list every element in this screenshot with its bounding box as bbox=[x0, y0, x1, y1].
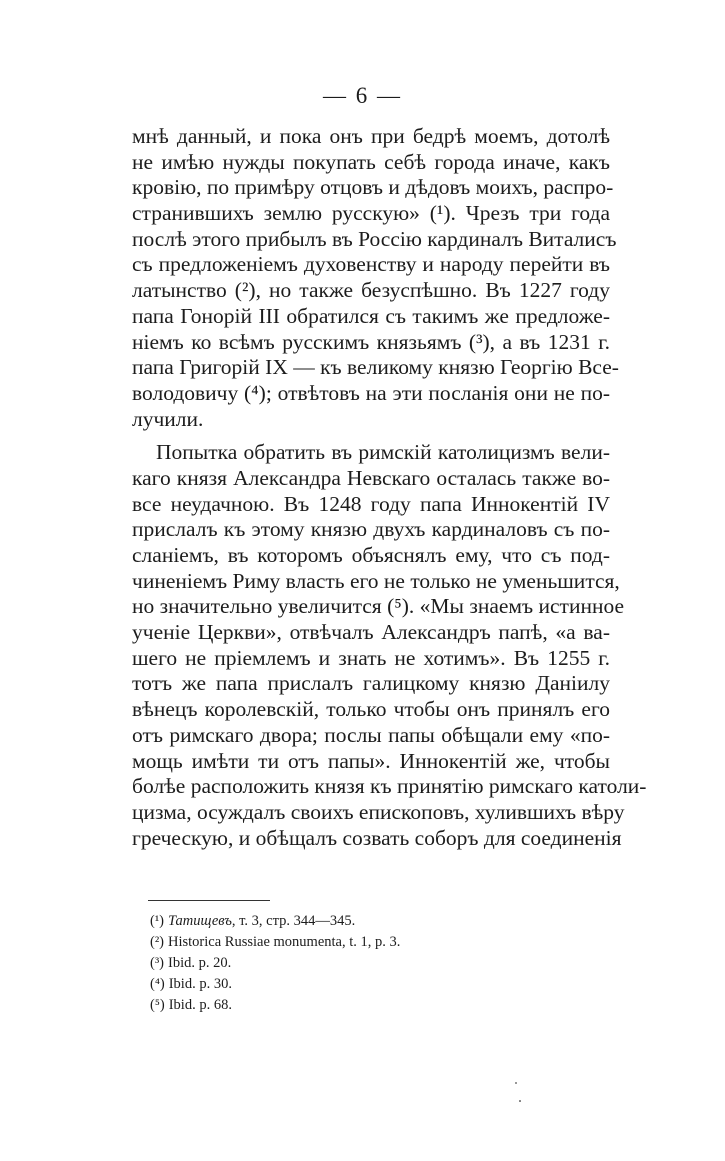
text-line: каго князя Александра Невскаго осталась также во- bbox=[132, 465, 610, 490]
footnote-text: Historica Russiae monumenta, t. 1, p. 3. bbox=[168, 934, 401, 950]
text-line: папа Григорій IX — къ великому князю Георгію Все- bbox=[132, 355, 619, 380]
footnote-text: , т. 3, стр. 344—345. bbox=[231, 913, 356, 929]
footnote-mark: (⁴) bbox=[150, 976, 165, 992]
paragraph-gap bbox=[132, 432, 610, 440]
text-line: цизма, осуждалъ своихъ епископовъ, хулившихъ вѣру bbox=[132, 799, 625, 824]
text-line: не имѣю нужды покупать себѣ города иначе, какъ bbox=[132, 149, 610, 174]
paper-speck bbox=[519, 1100, 521, 1102]
footnote bbox=[150, 974, 400, 995]
text-line: ніемъ ко всѣмъ русскимъ князьямъ (³), а въ 1231 г. bbox=[132, 329, 610, 354]
text-line: болѣе расположить князя къ принятію римскаго католи- bbox=[132, 774, 647, 799]
text-line: мощь имѣти ти отъ папы». Иннокентій же, чтобы bbox=[132, 748, 610, 773]
text-line: шего не пріемлемъ и знать не хотимъ». Въ 1255 г. bbox=[132, 645, 610, 670]
text-line: греческую, и обѣщалъ созвать соборъ для соединенія bbox=[132, 825, 622, 850]
footnotes bbox=[150, 911, 400, 1016]
footnote bbox=[150, 995, 400, 1016]
text-line: чиненіемъ Риму власть его не только не уменьшится, bbox=[132, 568, 620, 593]
text-line: Попытка обратить въ римскій католицизмъ вели- bbox=[156, 440, 610, 465]
text-line: кровію, по примѣру отцовъ и дѣдовъ моихъ, распро- bbox=[132, 175, 614, 200]
footnote-author: Татищевъ bbox=[168, 913, 232, 929]
text-line: мнѣ данный, и пока онъ при бедрѣ моемъ, дотолѣ bbox=[132, 124, 610, 148]
footnote-mark: (¹) bbox=[150, 913, 165, 929]
footnote-divider bbox=[148, 900, 270, 901]
footnote-text: Ibid. p. 68. bbox=[168, 997, 232, 1013]
text-line: съ предложеніемъ духовенству и народу перейти въ bbox=[132, 252, 610, 277]
text-line: лучили. bbox=[132, 406, 204, 431]
footnote-mark: (⁵) bbox=[150, 997, 165, 1013]
footnote-text: Ibid. p. 30. bbox=[168, 976, 232, 992]
text-line: сланіемъ, въ которомъ объяснялъ ему, что съ под- bbox=[132, 543, 610, 567]
text-line: послѣ этого прибылъ въ Россію кардиналъ Виталисъ bbox=[132, 226, 617, 251]
text-line: отъ римскаго двора; послы папы обѣщали ему «по- bbox=[132, 722, 610, 747]
text-line: володовичу (⁴); отвѣтовъ на эти посланія они не по- bbox=[132, 380, 610, 405]
footnote-text: Ibid. p. 20. bbox=[168, 955, 232, 971]
footnote-mark: (³) bbox=[150, 955, 165, 971]
text-line: тотъ же папа прислалъ галицкому князю Даніилу bbox=[132, 671, 610, 696]
paper-speck bbox=[515, 1082, 517, 1084]
text-line: странившихъ землю русскую» (¹). Чрезъ три года bbox=[132, 201, 610, 226]
page-number: — 6 — bbox=[323, 83, 402, 108]
footnote bbox=[150, 911, 400, 932]
footnote bbox=[150, 932, 400, 953]
text-line: латынство (²), но также безуспѣшно. Въ 1227 году bbox=[132, 278, 610, 303]
footnote-mark: (²) bbox=[150, 934, 165, 950]
text-line: папа Гонорій III обратился съ такимъ же предложе- bbox=[132, 303, 610, 328]
footnote bbox=[150, 953, 400, 974]
text-line: прислалъ къ этому князю двухъ кардиналовъ съ по- bbox=[132, 517, 610, 542]
text-line: все неудачною. Въ 1248 году папа Иннокентій IV bbox=[132, 491, 610, 516]
text-line: ученіе Церкви», отвѣчалъ Александръ папѣ, «а ва- bbox=[132, 620, 610, 645]
body-text bbox=[132, 124, 647, 851]
text-line: но значительно увеличится (⁵). «Мы знаемъ истинное bbox=[132, 594, 625, 619]
text-line: вѣнецъ королевскій, только чтобы онъ принялъ его bbox=[132, 697, 610, 722]
